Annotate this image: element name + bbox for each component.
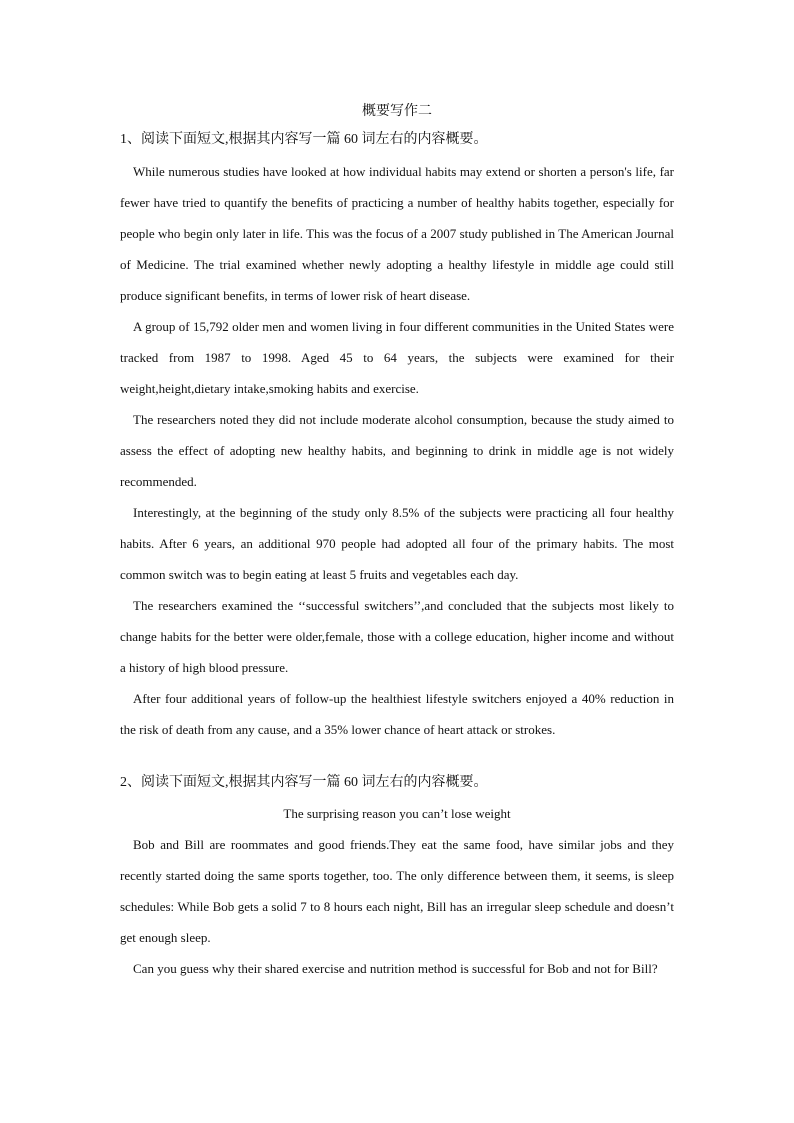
paragraph: While numerous studies have looked at how individual habits may extend or shorten a person's life, far fewer have tried to quantify the benefits of practicing a number of healthy habits together, especially for people who begin only later in life. This was the focus of a 2007 study published in The American Journal of Medicine. The trial examined whether newly adopting a healthy lifestyle in middle age could still produce significant benefits, in terms of lower risk of heart disease.: [120, 164, 674, 303]
paragraph: The researchers noted they did not include moderate alcohol consumption, because the study aimed to assess the effect of adopting new healthy habits, and beginning to drink in middle age is not widely recommended.: [120, 412, 674, 489]
paragraph: Interestingly, at the beginning of the study only 8.5% of the subjects were practicing all four healthy habits. After 6 years, an additional 970 people had adopted all four of the primary habits. The most common switch was to begin eating at least 5 fruits and vegetables each day.: [120, 505, 674, 582]
passage-title: The surprising reason you can’t lose weight: [283, 806, 511, 821]
paragraph: A group of 15,792 older men and women living in four different communities in the United States were tracked from 1987 to 1998. Aged 45 to 64 years, the subjects were examined for their weight,height,dietary intake,smoking habits and exercise.: [120, 319, 674, 396]
document-title: 概要写作二: [362, 104, 432, 119]
paragraph: The researchers examined the ‘‘successful switchers’’,and concluded that the subjects most likely to change habits for the better were older,female, those with a college education, higher income and without a history of high blood pressure.: [120, 598, 674, 675]
paragraph: After four additional years of follow-up the healthiest lifestyle switchers enjoyed a 40% reduction in the risk of death from any cause, and a 35% lower chance of heart attack or strokes.: [120, 691, 674, 737]
question-2-heading: 2、阅读下面短文,根据其内容写一篇 60 词左右的内容概要。: [120, 775, 488, 790]
question-1-heading: 1、阅读下面短文,根据其内容写一篇 60 词左右的内容概要。: [120, 132, 488, 147]
paragraph: Can you guess why their shared exercise and nutrition method is successful for Bob and not for Bill?: [133, 961, 658, 976]
section-2: [120, 771, 674, 984]
section-1: [120, 128, 674, 745]
paragraph: Bob and Bill are roommates and good friends.They eat the same food, have similar jobs and they recently started doing the same sports together, too. The only difference between them, it seems, is sleep schedules: While Bob gets a solid 7 to 8 hours each night, Bill has an irregular sleep schedule and doesn’t get enough sleep.: [120, 837, 674, 945]
